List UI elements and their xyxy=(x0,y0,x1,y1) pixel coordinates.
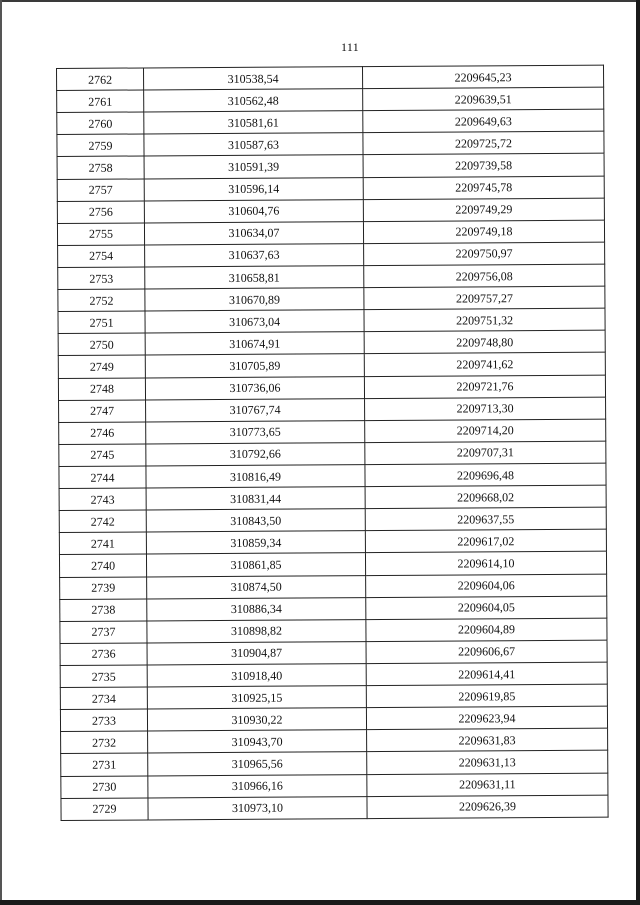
point-number-cell: 2732 xyxy=(61,731,148,754)
y-coordinate-cell: 2209614,41 xyxy=(366,662,607,686)
x-coordinate-cell: 310767,74 xyxy=(146,398,365,421)
y-coordinate-cell: 2209745,78 xyxy=(363,176,604,200)
x-coordinate-cell: 310859,34 xyxy=(146,531,365,554)
y-coordinate-cell: 2209750,97 xyxy=(364,242,605,266)
point-number-cell: 2743 xyxy=(59,488,146,511)
page-number: 111 xyxy=(340,40,359,54)
point-number-cell: 2740 xyxy=(59,554,146,577)
y-coordinate-cell: 2209623,94 xyxy=(366,706,607,730)
point-number-cell: 2729 xyxy=(61,798,148,821)
y-coordinate-cell: 2209714,20 xyxy=(365,419,606,443)
x-coordinate-cell: 310658,81 xyxy=(145,266,364,289)
x-coordinate-cell: 310943,70 xyxy=(148,730,367,753)
point-number-cell: 2737 xyxy=(60,621,147,644)
coordinates-table-body xyxy=(57,65,609,820)
point-number-cell: 2758 xyxy=(57,156,144,179)
y-coordinate-cell: 2209713,30 xyxy=(365,397,606,421)
point-number-cell: 2749 xyxy=(58,355,145,378)
x-coordinate-cell: 310637,63 xyxy=(145,243,364,266)
point-number-cell: 2751 xyxy=(58,311,145,334)
x-coordinate-cell: 310705,89 xyxy=(145,354,364,377)
point-number-cell: 2731 xyxy=(61,753,148,776)
point-number-cell: 2747 xyxy=(59,400,146,423)
point-number-cell: 2733 xyxy=(60,709,147,732)
scan-top-edge xyxy=(0,0,640,2)
y-coordinate-cell: 2209637,55 xyxy=(365,507,606,531)
point-number-cell: 2746 xyxy=(59,422,146,445)
point-number-cell: 2730 xyxy=(61,775,148,798)
x-coordinate-cell: 310538,54 xyxy=(144,67,363,90)
y-coordinate-cell: 2209696,48 xyxy=(365,463,606,487)
scan-bottom-edge xyxy=(0,900,640,905)
x-coordinate-cell: 310604,76 xyxy=(144,199,363,222)
y-coordinate-cell: 2209614,10 xyxy=(365,552,606,576)
coordinates-table xyxy=(56,65,609,821)
y-coordinate-cell: 2209626,39 xyxy=(367,795,608,819)
scan-left-edge xyxy=(0,0,2,905)
x-coordinate-cell: 310861,85 xyxy=(146,553,365,576)
x-coordinate-cell: 310587,63 xyxy=(144,133,363,156)
point-number-cell: 2744 xyxy=(59,466,146,489)
x-coordinate-cell: 310925,15 xyxy=(147,686,366,709)
x-coordinate-cell: 310898,82 xyxy=(147,619,366,642)
point-number-cell: 2754 xyxy=(58,245,145,268)
x-coordinate-cell: 310634,07 xyxy=(144,221,363,244)
point-number-cell: 2734 xyxy=(60,687,147,710)
y-coordinate-cell: 2209604,06 xyxy=(366,574,607,598)
point-number-cell: 2756 xyxy=(57,201,144,224)
point-number-cell: 2738 xyxy=(60,599,147,622)
point-number-cell: 2750 xyxy=(58,333,145,356)
y-coordinate-cell: 2209757,27 xyxy=(364,286,605,310)
point-number-cell: 2755 xyxy=(57,223,144,246)
y-coordinate-cell: 2209751,32 xyxy=(364,308,605,332)
x-coordinate-cell: 310904,87 xyxy=(147,641,366,664)
y-coordinate-cell: 2209631,83 xyxy=(367,728,608,752)
point-number-cell: 2757 xyxy=(57,179,144,202)
x-coordinate-cell: 310596,14 xyxy=(144,177,363,200)
y-coordinate-cell: 2209668,02 xyxy=(365,485,606,509)
point-number-cell: 2752 xyxy=(58,289,145,312)
scan-right-edge xyxy=(636,0,640,905)
x-coordinate-cell: 310966,16 xyxy=(148,774,367,797)
x-coordinate-cell: 310792,66 xyxy=(146,442,365,465)
x-coordinate-cell: 310736,06 xyxy=(145,376,364,399)
x-coordinate-cell: 310581,61 xyxy=(144,111,363,134)
x-coordinate-cell: 310831,44 xyxy=(146,487,365,510)
x-coordinate-cell: 310874,50 xyxy=(147,575,366,598)
y-coordinate-cell: 2209631,13 xyxy=(367,751,608,775)
point-number-cell: 2742 xyxy=(59,510,146,533)
y-coordinate-cell: 2209645,23 xyxy=(362,65,603,89)
y-coordinate-cell: 2209631,11 xyxy=(367,773,608,797)
x-coordinate-cell: 310965,56 xyxy=(148,752,367,775)
x-coordinate-cell: 310843,50 xyxy=(146,509,365,532)
y-coordinate-cell: 2209619,85 xyxy=(366,684,607,708)
x-coordinate-cell: 310918,40 xyxy=(147,664,366,687)
y-coordinate-cell: 2209604,89 xyxy=(366,618,607,642)
y-coordinate-cell: 2209749,18 xyxy=(363,220,604,244)
point-number-cell: 2745 xyxy=(59,444,146,467)
y-coordinate-cell: 2209721,76 xyxy=(364,375,605,399)
y-coordinate-cell: 2209725,72 xyxy=(363,131,604,155)
point-number-cell: 2762 xyxy=(57,68,144,91)
point-number-cell: 2761 xyxy=(57,90,144,113)
y-coordinate-cell: 2209617,02 xyxy=(365,529,606,553)
point-number-cell: 2739 xyxy=(60,576,147,599)
x-coordinate-cell: 310886,34 xyxy=(147,597,366,620)
point-number-cell: 2748 xyxy=(58,377,145,400)
y-coordinate-cell: 2209606,67 xyxy=(366,640,607,664)
table-row xyxy=(61,795,608,820)
y-coordinate-cell: 2209748,80 xyxy=(364,330,605,354)
point-number-cell: 2753 xyxy=(58,267,145,290)
y-coordinate-cell: 2209741,62 xyxy=(364,353,605,377)
x-coordinate-cell: 310591,39 xyxy=(144,155,363,178)
point-number-cell: 2741 xyxy=(59,532,146,555)
x-coordinate-cell: 310670,89 xyxy=(145,288,364,311)
point-number-cell: 2735 xyxy=(60,665,147,688)
y-coordinate-cell: 2209707,31 xyxy=(365,441,606,465)
x-coordinate-cell: 310816,49 xyxy=(146,465,365,488)
x-coordinate-cell: 310773,65 xyxy=(146,420,365,443)
point-number-cell: 2736 xyxy=(60,643,147,666)
x-coordinate-cell: 310973,10 xyxy=(148,796,367,819)
y-coordinate-cell: 2209756,08 xyxy=(364,264,605,288)
point-number-cell: 2760 xyxy=(57,112,144,135)
y-coordinate-cell: 2209604,05 xyxy=(366,596,607,620)
y-coordinate-cell: 2209639,51 xyxy=(363,87,604,111)
y-coordinate-cell: 2209739,58 xyxy=(363,154,604,178)
x-coordinate-cell: 310562,48 xyxy=(144,89,363,112)
y-coordinate-cell: 2209649,63 xyxy=(363,109,604,133)
x-coordinate-cell: 310930,22 xyxy=(147,708,366,731)
x-coordinate-cell: 310674,91 xyxy=(145,332,364,355)
point-number-cell: 2759 xyxy=(57,134,144,157)
x-coordinate-cell: 310673,04 xyxy=(145,310,364,333)
y-coordinate-cell: 2209749,29 xyxy=(363,198,604,222)
